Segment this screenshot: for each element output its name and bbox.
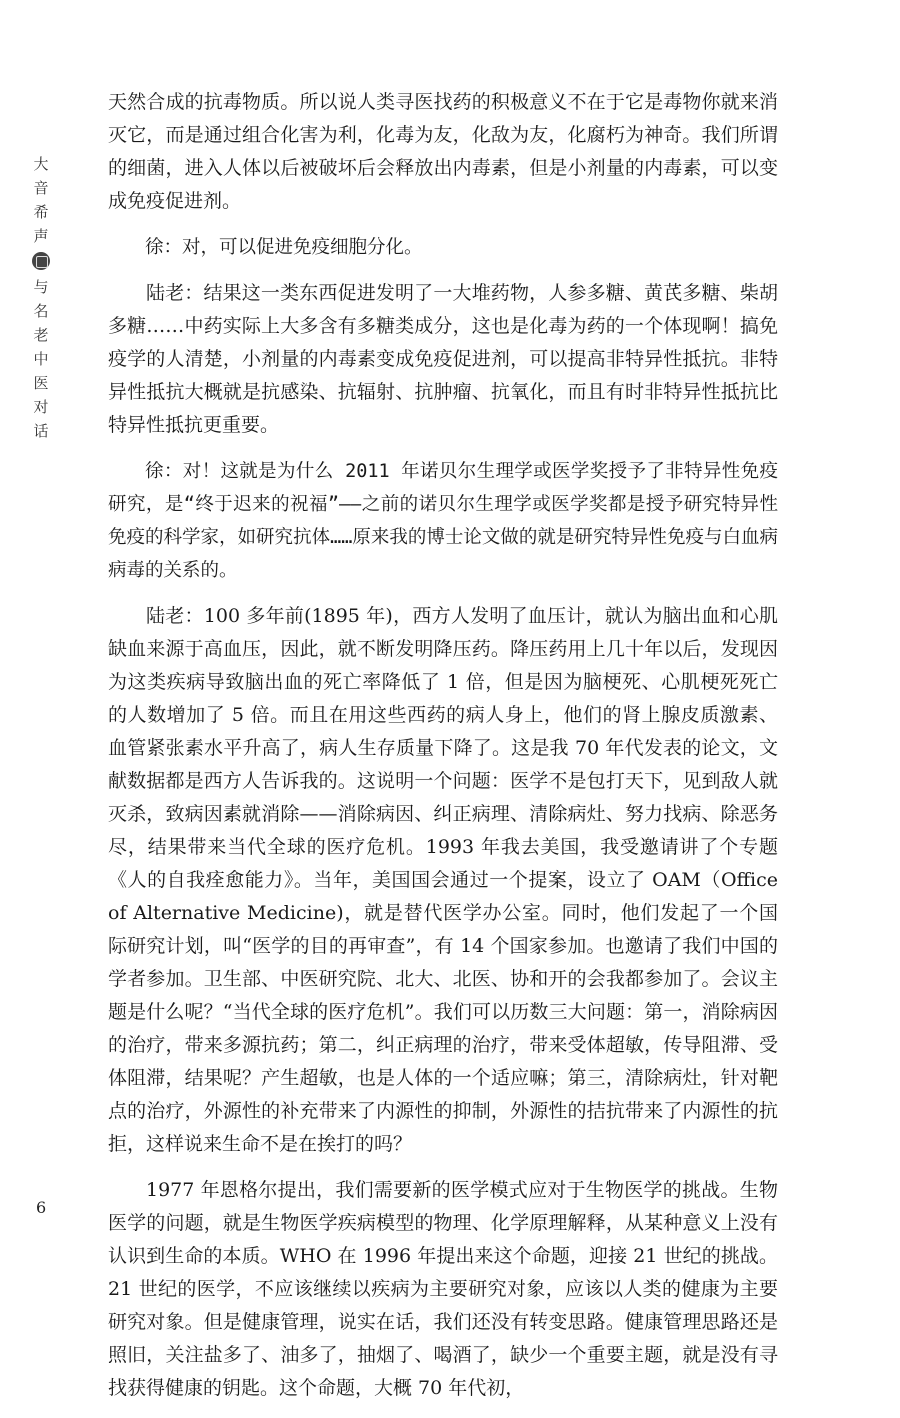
header-char: 中: [33, 350, 49, 368]
body-text: [108, 86, 778, 1418]
header-char: 老: [33, 326, 49, 344]
paragraph-xu: 徐：对！这就是为什么 2011 年诺贝尔生理学或医学奖授予了非特异性免疫研究，是“终于迟来的祝福”——之前的诺贝尔生理学或医学奖都是授予研究特异性免疫的科学家，如研究抗体……原来我的博士论文做的就是研究特异性免疫与白血病病毒的关系的。: [108, 461, 778, 581]
seal-icon: [32, 252, 50, 270]
header-char: 音: [33, 179, 49, 197]
paragraph-lu: 陆老：结果这一类东西促进发明了一大堆药物，人参多糖、黄芪多糖、柴胡多糖……中药实际上大多含有多糖类成分，这也是化毒为药的一个体现啊！搞免疫学的人清楚，小剂量的内毒素变成免疫促进剂，可以提高非特异性抵抗。非特异性抵抗大概就是抗感染、抗辐射、抗肿瘤、抗氧化，而且有时非特异性抵抗比特异性抵抗更重要。: [108, 282, 778, 436]
paragraph: 1977 年恩格尔提出，我们需要新的医学模式应对于生物医学的挑战。生物医学的问题，就是生物医学疾病模型的物理、化学原理解释，从某种意义上没有认识到生命的本质。WHO 在 1996 年提出来这个命题，迎接 21 世纪的挑战。21 世纪的医学，不应该继续以疾病为主要研究对象，应该以人类的健康为主要研究对象。但是健康管理，说实在话，我们还没有转变思路。健康管理思路还是照旧，关注盐多了、油多了，抽烟了、喝酒了，缺少一个重要主题，就是没有寻找获得健康的钥匙。这个命题，大概 70 年代初，: [108, 1179, 778, 1399]
header-char: 希: [33, 203, 49, 221]
header-char: 医: [33, 374, 49, 392]
header-char: 名: [33, 302, 49, 320]
header-char: 话: [33, 422, 49, 440]
header-char: 与: [33, 278, 49, 296]
paragraph-lu: 陆老：100 多年前(1895 年)，西方人发明了血压计，就认为脑出血和心肌缺血来源于高血压，因此，就不断发明降压药。降压药用上几十年以后，发现因为这类疾病导致脑出血的死亡率降低了 1 倍，但是因为脑梗死、心肌梗死死亡的人数增加了 5 倍。而且在用这些西药的病人身上，他们的肾上腺皮质激素、血管紧张素水平升高了，病人生存质量下降了。这是我 70 年代发表的论文，文献数据都是西方人告诉我的。这说明一个问题：医学不是包打天下，见到敌人就灭杀，致病因素就消除——消除病因、纠正病理、清除病灶、努力找病、除恶务尽，结果带来当代全球的医疗危机。1993 年我去美国，我受邀请讲了个专题《人的自我痊愈能力》。当年，美国国会通过一个提案，设立了 OAM（Office of Alternative Medicine)，就是替代医学办公室。同时，他们发起了一个国际研究计划，叫“医学的目的再审查”，有 14 个国家参加。也邀请了我们中国的学者参加。卫生部、中医研究院、北大、北医、协和开的会我都参加了。会议主题是什么呢？“当代全球的医疗危机”。我们可以历数三大问题：第一，消除病因的治疗，带来多源抗药；第二，纠正病理的治疗，带来受体超敏，传导阻滞、受体阻滞，结果呢？产生超敏，也是人体的一个适应嘛；第三，清除病灶，针对靶点的治疗，外源性的补充带来了内源性的抑制，外源性的拮抗带来了内源性的抗拒，这样说来生命不是在挨打的吗？: [108, 605, 778, 1155]
paragraph-xu: 徐：对，可以促进免疫细胞分化。: [145, 237, 423, 258]
page-number: 6: [36, 1198, 47, 1217]
header-char: 声: [33, 227, 49, 245]
paragraph: 天然合成的抗毒物质。所以说人类寻医找药的积极意义不在于它是毒物你就来消灭它，而是通过组合化害为利，化毒为友，化敌为友，化腐朽为神奇。我们所谓的细菌，进入人体以后被破坏后会释放出内毒素，但是小剂量的内毒素，可以变成免疫促进剂。: [108, 91, 778, 212]
header-char: 大: [33, 155, 49, 173]
running-header-vertical: [26, 152, 56, 443]
header-char: 对: [33, 398, 49, 416]
